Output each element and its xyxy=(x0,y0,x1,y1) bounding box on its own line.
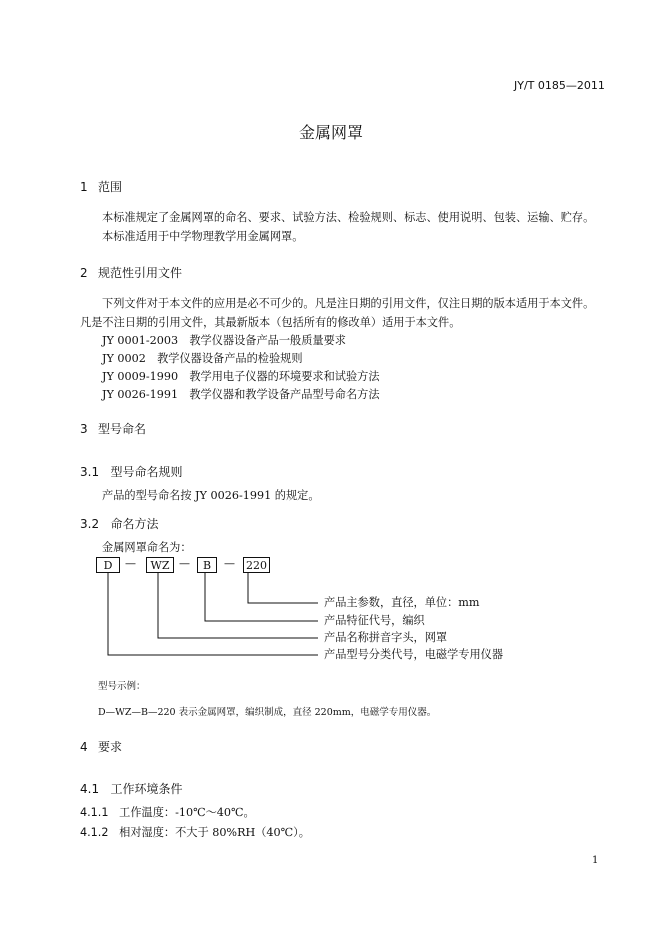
section-title: 型号命名 xyxy=(98,422,147,436)
reference-item: JY 0002 教学仪器设备产品的检验规则 xyxy=(102,352,303,365)
code-box-wz: WZ xyxy=(146,557,174,573)
document-title: 金属网罩 xyxy=(298,123,363,142)
section-number: 4.1 xyxy=(80,782,100,796)
code-box-d: D xyxy=(96,557,120,573)
code-dash: — xyxy=(224,557,235,570)
reference-item: JY 0009-1990 教学用电子仪器的环境要求和试验方法 xyxy=(102,370,380,383)
code-box-b: B xyxy=(197,557,217,573)
connector-line-class xyxy=(108,573,318,655)
section-number: 3.1 xyxy=(80,465,100,479)
example-text: D—WZ—B—220 表示金属网罩，编织制成，直径 220mm，电磁学专用仪器。 xyxy=(98,707,437,718)
label-name: 产品名称拼音字头，网罩 xyxy=(324,631,448,644)
reference-item: JY 0001-2003 教学仪器设备产品一般质量要求 xyxy=(102,334,346,347)
code-dash: — xyxy=(179,557,190,570)
label-parameter: 产品主参数，直径，单位：mm xyxy=(324,596,480,609)
clause-4-1-2 xyxy=(80,823,310,842)
clause-text: 工作温度：-10℃～40℃。 xyxy=(119,806,255,819)
page-number: 1 xyxy=(592,855,599,866)
connector-line-parameter xyxy=(248,573,318,603)
section-title: 范围 xyxy=(98,180,123,194)
section-4-1-heading xyxy=(80,780,183,797)
section-title: 要求 xyxy=(98,740,123,754)
code-dash: — xyxy=(125,557,136,570)
section-number: 3 xyxy=(80,422,88,436)
connector-line-feature xyxy=(205,573,318,621)
clause-4-1-1 xyxy=(80,803,255,822)
connector-line-name xyxy=(158,573,318,638)
section-1-paragraph-2: 本标准适用于中学物理教学用金属网罩。 xyxy=(102,230,304,243)
section-3-1-paragraph: 产品的型号命名按 JY 0026-1991 的规定。 xyxy=(102,489,320,502)
label-class: 产品型号分类代号，电磁学专用仪器 xyxy=(324,648,504,661)
section-number: 2 xyxy=(80,266,88,280)
clause-number: 4.1.1 xyxy=(80,806,109,819)
section-number: 4 xyxy=(80,740,88,754)
section-title: 规范性引用文件 xyxy=(98,266,183,280)
section-4-heading xyxy=(80,738,122,755)
section-title: 命名方法 xyxy=(110,517,159,531)
naming-intro: 金属网罩命名为： xyxy=(102,541,192,554)
standard-code: JY/T 0185—2011 xyxy=(514,79,605,92)
clause-text: 相对湿度：不大于 80%RH（40℃）。 xyxy=(119,826,310,839)
section-1-paragraph-1: 本标准规定了金属网罩的命名、要求、试验方法、检验规则、标志、使用说明、包装、运输、贮存。 xyxy=(102,211,595,224)
clause-number: 4.1.2 xyxy=(80,826,109,839)
reference-item: JY 0026-1991 教学仪器和教学设备产品型号命名方法 xyxy=(102,388,380,401)
label-feature: 产品特征代号，编织 xyxy=(324,614,425,627)
section-number: 3.2 xyxy=(80,517,100,531)
section-2-paragraph-line-1: 下列文件对于本文件的应用是必不可少的。凡是注日期的引用文件，仅注日期的版本适用于本文件。 xyxy=(102,297,595,310)
section-2-paragraph-line-2: 凡是不注日期的引用文件，其最新版本（包括所有的修改单）适用于本文件。 xyxy=(80,316,461,329)
example-title: 型号示例： xyxy=(98,681,146,692)
section-number: 1 xyxy=(80,180,88,194)
section-title: 工作环境条件 xyxy=(110,782,183,796)
section-title: 型号命名规则 xyxy=(110,465,183,479)
code-box-220: 220 xyxy=(243,557,270,573)
